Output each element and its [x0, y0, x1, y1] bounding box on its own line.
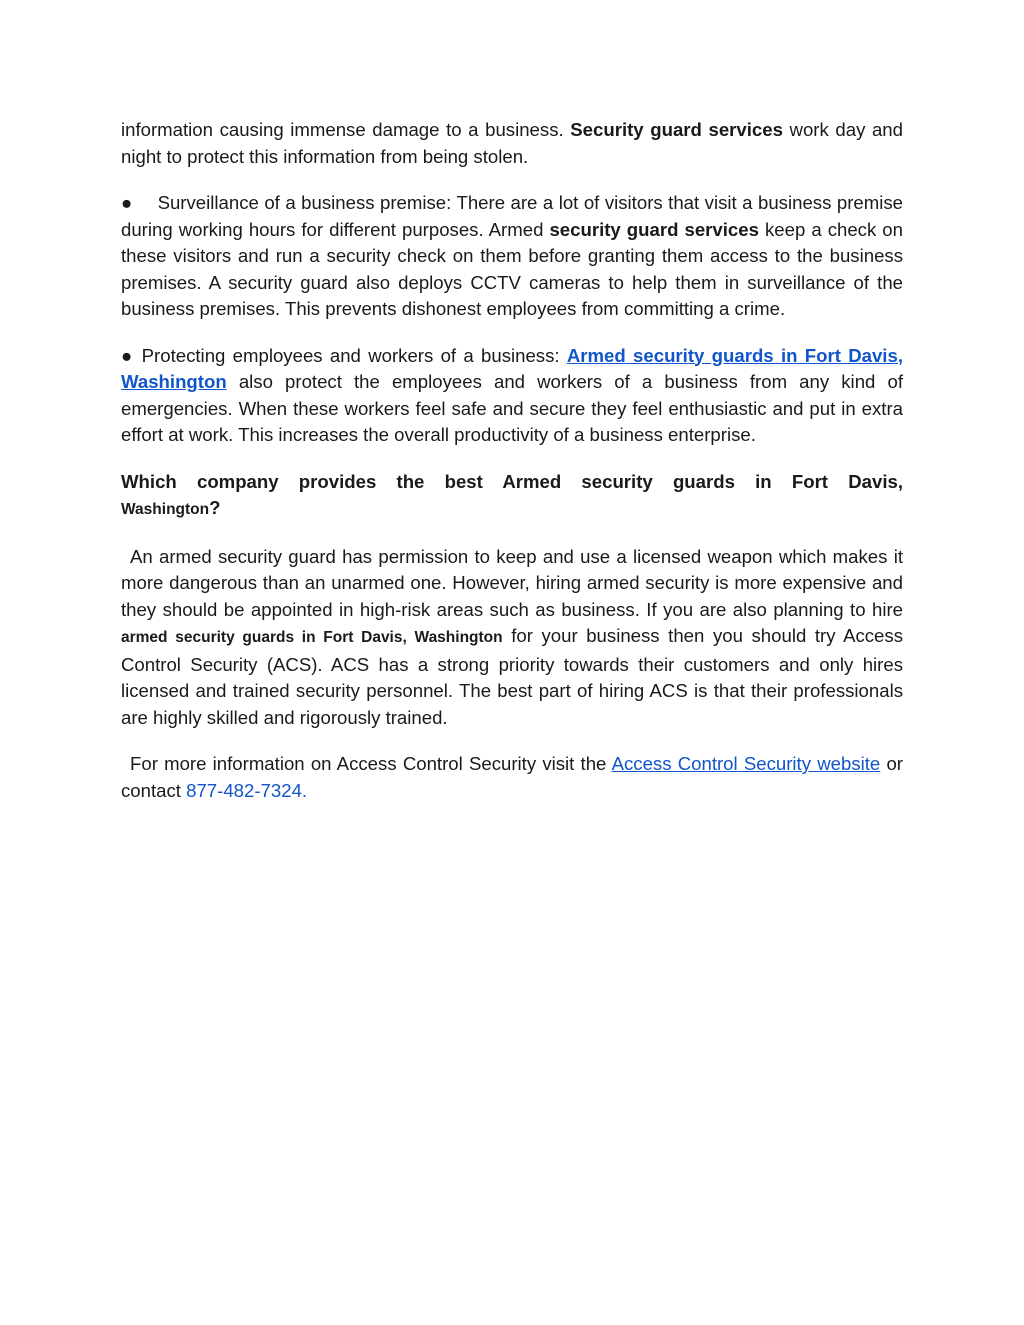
- bold-phrase: armed security guards in Fort Davis, Washington: [121, 629, 503, 646]
- bullet-protecting-employees: [121, 343, 903, 449]
- bold-phrase: security guard services: [549, 218, 759, 240]
- bullet-surveillance: [121, 190, 903, 323]
- bullet-icon: ●: [121, 192, 133, 213]
- paragraph-text: Surveillance of a business premise: There are a lot of visitors that visit a business premise during working hours for different purposes. Armed: [121, 192, 903, 240]
- acs-website-link[interactable]: Access Control Security website: [611, 753, 881, 774]
- phone-number[interactable]: 877-482-7324.: [186, 779, 308, 801]
- section-heading: [121, 469, 903, 524]
- bold-phrase: Security guard services: [570, 119, 783, 140]
- heading-question-mark: ?: [209, 497, 221, 518]
- heading-line: Which company provides the best Armed security guards in Fort Davis,: [121, 470, 903, 492]
- paragraph-text: for your business then you should try Access Control Security (ACS). ACS has a strong priority towards their customers and only hires licensed and trained security personnel. The best part of hiring ACS is that their professionals are highly skilled and rigorously trained.: [121, 625, 903, 728]
- document-page: [121, 117, 903, 824]
- paragraph-text: An armed security guard has permission to keep and use a licensed weapon which makes it more dangerous than an unarmed one. However, hiring armed security is more expensive and they should be appointed in high-risk areas such as business. If you are also planning to hire: [121, 545, 903, 620]
- paragraph-info-protection: [121, 117, 903, 170]
- paragraph-contact: [121, 751, 903, 804]
- paragraph-text: or contact: [121, 753, 903, 801]
- paragraph-text: work day and night to protect this information from being stolen.: [121, 119, 903, 167]
- heading-line-2: [121, 495, 903, 524]
- paragraph-armed-guard: [121, 544, 903, 732]
- bullet-icon: ●: [121, 344, 135, 366]
- paragraph-text: keep a check on these visitors and run a security check on them before granting them access to the business premises. A security guard also deploys CCTV cameras to help them in surveillance of the business premises. This prevents dishonest employees from committing a crime.: [121, 218, 903, 319]
- paragraph-text: also protect the employees and workers of a business from any kind of emergencies. When these workers feel safe and secure they feel enthusiastic and put in extra effort at work. This increases the overall productivity of a business enterprise.: [121, 371, 903, 445]
- paragraph-text: information causing immense damage to a business.: [121, 119, 571, 140]
- paragraph-text: Protecting employees and workers of a business:: [134, 344, 567, 366]
- armed-guards-link[interactable]: Armed security guards in Fort Davis, Washington: [121, 344, 903, 392]
- paragraph-text: For more information on Access Control Security visit the: [130, 753, 612, 774]
- heading-location: Washington: [121, 501, 210, 518]
